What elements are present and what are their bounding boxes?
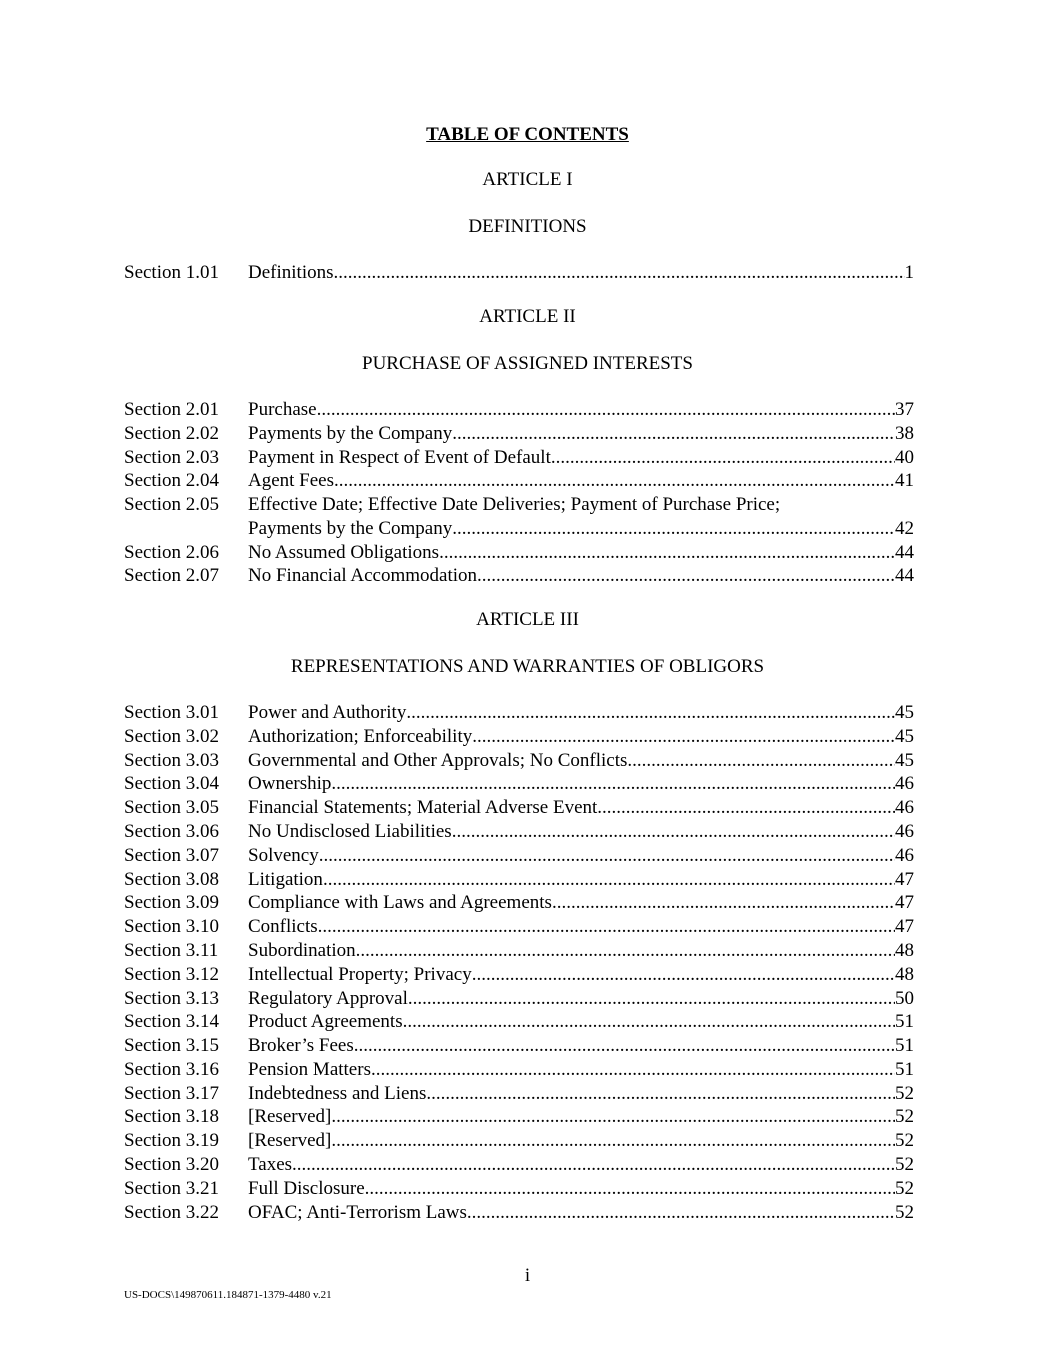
section-title[interactable]: Definitions [248,262,334,283]
dot-leader [403,1010,895,1034]
article-heading: REPRESENTATIONS AND WARRANTIES OF OBLIGORS [290,656,765,677]
dot-leader [472,963,895,987]
dot-leader [426,1082,895,1106]
section-page: 46 [895,797,914,818]
toc-row[interactable] [124,796,914,820]
toc-row-continued[interactable] [124,517,914,541]
section-page: 45 [895,702,914,723]
section-title[interactable]: Product Agreements [248,1011,403,1032]
section-number: Section 1.01 [124,262,219,283]
toc-entry [248,963,914,987]
article-heading: DEFINITIONS [468,216,587,237]
section-page: 51 [895,1011,914,1032]
section-number: Section 2.07 [124,565,219,586]
toc-row[interactable] [124,1201,914,1225]
section-title[interactable]: Subordination [248,940,356,961]
dot-leader [452,422,895,446]
section-title[interactable]: Solvency [248,845,319,866]
dot-leader [472,725,895,749]
section-number: Section 3.22 [124,1202,219,1223]
section-page: 40 [895,447,914,468]
toc-row[interactable] [124,820,914,844]
toc-entry [248,796,914,820]
toc-entry [248,915,914,939]
toc-row[interactable] [124,541,914,565]
dot-leader [334,261,905,285]
article-label: ARTICLE I [482,169,573,190]
section-number: Section 3.05 [124,797,219,818]
section-title[interactable]: Pension Matters [248,1059,371,1080]
section-number: Section 3.20 [124,1154,219,1175]
section-page: 45 [895,750,914,771]
section-number: Section 3.07 [124,845,219,866]
section-number: Section 3.06 [124,821,219,842]
section-title[interactable]: Authorization; Enforceability [248,726,473,747]
section-number: Section 3.10 [124,916,219,937]
section-number: Section 3.17 [124,1083,219,1104]
section-title[interactable]: No Undisclosed Liabilities [248,821,452,842]
article-heading: PURCHASE OF ASSIGNED INTERESTS [362,353,693,374]
dot-leader [597,796,895,820]
section-page: 46 [895,845,914,866]
toc-row[interactable] [124,493,914,517]
section-number: Section 2.04 [124,470,219,491]
section-number: Section 3.18 [124,1106,219,1127]
toc-row[interactable] [124,1153,914,1177]
section-number: Section 3.15 [124,1035,219,1056]
section-title[interactable]: Agent Fees [248,470,335,491]
section-title[interactable]: [Reserved] [248,1130,332,1151]
section-number: Section 3.03 [124,750,219,771]
section-page: 52 [895,1106,914,1127]
toc-row[interactable] [124,1129,914,1153]
section-number: Section 3.09 [124,892,219,913]
toc-entry [248,541,914,565]
document-id: US-DOCS\149870611.184871-1379-4480 v.21 [124,1289,332,1301]
section-page: 37 [895,399,914,420]
section-number: Section 3.04 [124,773,219,794]
toc-row[interactable] [124,915,914,939]
section-title[interactable]: Taxes [248,1154,293,1175]
toc-row[interactable] [124,939,914,963]
section-number: Section 2.03 [124,447,219,468]
dot-leader [318,915,895,939]
toc-row[interactable] [124,261,914,285]
section-number: Section 3.21 [124,1178,219,1199]
toc-row[interactable] [124,772,914,796]
dot-leader [331,772,895,796]
section-page: 52 [895,1154,914,1175]
section-title[interactable]: Ownership [248,773,332,794]
section-page: 47 [895,892,914,913]
section-title[interactable]: No Financial Accommodation [248,565,478,586]
section-title[interactable]: Conflicts [248,916,318,937]
toc-entry [248,1153,914,1177]
section-page: 52 [895,1083,914,1104]
dot-leader [323,868,895,892]
dot-leader [365,1177,895,1201]
section-title[interactable]: Payments by the Company [248,518,453,539]
toc-entry [248,891,914,915]
toc-row[interactable] [124,868,914,892]
section-title[interactable]: Regulatory Approval [248,988,408,1009]
dot-leader [356,939,895,963]
dot-leader [408,987,895,1011]
toc-entry [248,725,914,749]
toc-entry [248,261,914,285]
toc-entry [248,422,914,446]
section-title[interactable]: Purchase [248,399,317,420]
dot-leader [319,844,895,868]
toc-entry [248,1058,914,1082]
toc-row[interactable] [124,446,914,470]
section-title[interactable]: [Reserved] [248,1106,332,1127]
section-number: Section 2.01 [124,399,219,420]
dot-leader [552,891,895,915]
toc-entry [248,1177,914,1201]
section-number: Section 2.02 [124,423,219,444]
section-page: 45 [895,726,914,747]
section-title[interactable]: No Assumed Obligations [248,542,440,563]
toc-row[interactable] [124,1177,914,1201]
toc-entry [248,469,914,493]
section-page: 52 [895,1178,914,1199]
section-title[interactable]: OFAC; Anti-Terrorism Laws [248,1202,467,1223]
toc-entry [248,701,914,725]
dot-leader [439,541,895,565]
article-label: ARTICLE III [476,609,579,630]
section-page: 52 [895,1202,914,1223]
section-page: 47 [895,916,914,937]
section-page: 50 [895,988,914,1009]
section-number: Section 3.19 [124,1130,219,1151]
section-title[interactable]: Governmental and Other Approvals; No Conflicts [248,750,628,771]
toc-row[interactable] [124,1082,914,1106]
toc-row[interactable] [124,844,914,868]
toc-row[interactable] [124,963,914,987]
section-title[interactable]: Financial Statements; Material Adverse Event [248,797,598,818]
toc-row[interactable] [124,725,914,749]
section-page: 48 [895,940,914,961]
toc-row[interactable] [124,701,914,725]
section-title[interactable]: Compliance with Laws and Agreements [248,892,552,913]
section-title[interactable]: Payment in Respect of Event of Default [248,447,551,468]
section-number: Section 3.11 [124,940,219,961]
section-page: 42 [895,518,914,539]
dot-leader [371,1058,895,1082]
dot-leader [292,1153,895,1177]
section-page: 44 [895,565,914,586]
dot-leader [627,749,895,773]
section-page: 46 [895,773,914,794]
section-page: 38 [895,423,914,444]
section-number: Section 3.16 [124,1059,219,1080]
dot-leader [452,820,895,844]
dot-leader [477,564,895,588]
section-title[interactable]: Intellectual Property; Privacy [248,964,472,985]
section-page: 51 [895,1059,914,1080]
section-page: 44 [895,542,914,563]
toc-entry [248,772,914,796]
dot-leader [406,701,895,725]
article-label: ARTICLE II [479,306,576,327]
section-number: Section 2.05 [124,494,219,515]
section-title[interactable]: Full Disclosure [248,1178,365,1199]
toc-entry [248,820,914,844]
toc-entry [248,1082,914,1106]
toc-entry [248,1201,914,1225]
section-page: 48 [895,964,914,985]
page-title: TABLE OF CONTENTS [426,124,629,145]
section-number: Section 2.06 [124,542,219,563]
dot-leader [452,517,895,541]
toc-entry [248,1034,914,1058]
toc-entry [248,446,914,470]
page-number: i [524,1265,531,1286]
toc-entry [248,517,914,541]
section-page: 46 [895,821,914,842]
dot-leader [331,1105,895,1129]
toc-entry [248,868,914,892]
section-title[interactable]: Litigation [248,869,323,890]
section-page: 47 [895,869,914,890]
dot-leader [354,1034,895,1058]
toc-row[interactable] [124,891,914,915]
toc-row[interactable] [124,398,914,422]
section-number: Section 3.13 [124,988,219,1009]
toc-row[interactable] [124,1105,914,1129]
section-title[interactable]: Payments by the Company [248,423,453,444]
toc-entry [248,939,914,963]
section-title[interactable]: Power and Authority [248,702,407,723]
toc-row[interactable] [124,1034,914,1058]
section-page: 51 [895,1035,914,1056]
section-number: Section 3.02 [124,726,219,747]
toc-row[interactable] [124,469,914,493]
section-page: 41 [895,470,914,491]
toc-row[interactable] [124,564,914,588]
toc-entry [248,398,914,422]
section-title[interactable]: Broker’s Fees [248,1035,354,1056]
toc-row[interactable] [124,987,914,1011]
toc-entry [248,1010,914,1034]
section-number: Section 3.01 [124,702,219,723]
dot-leader [467,1201,895,1225]
toc-entry [248,1129,914,1153]
section-title-line1[interactable]: Effective Date; Effective Date Deliveries; Payment of Purchase Price; [248,494,781,515]
section-number: Section 3.14 [124,1011,219,1032]
toc-row[interactable] [124,422,914,446]
section-number: Section 3.12 [124,964,219,985]
section-page: 52 [895,1130,914,1151]
section-title[interactable]: Indebtedness and Liens [248,1083,427,1104]
section-page: 1 [904,262,914,283]
toc-entry [248,1105,914,1129]
toc-entry [248,987,914,1011]
toc-row[interactable] [124,1010,914,1034]
toc-entry [248,564,914,588]
toc-entry [248,844,914,868]
dot-leader [317,398,895,422]
toc-row[interactable] [124,1058,914,1082]
toc-row[interactable] [124,749,914,773]
dot-leader [331,1129,895,1153]
dot-leader [551,446,895,470]
section-number: Section 3.08 [124,869,219,890]
dot-leader [334,469,895,493]
toc-entry [248,749,914,773]
